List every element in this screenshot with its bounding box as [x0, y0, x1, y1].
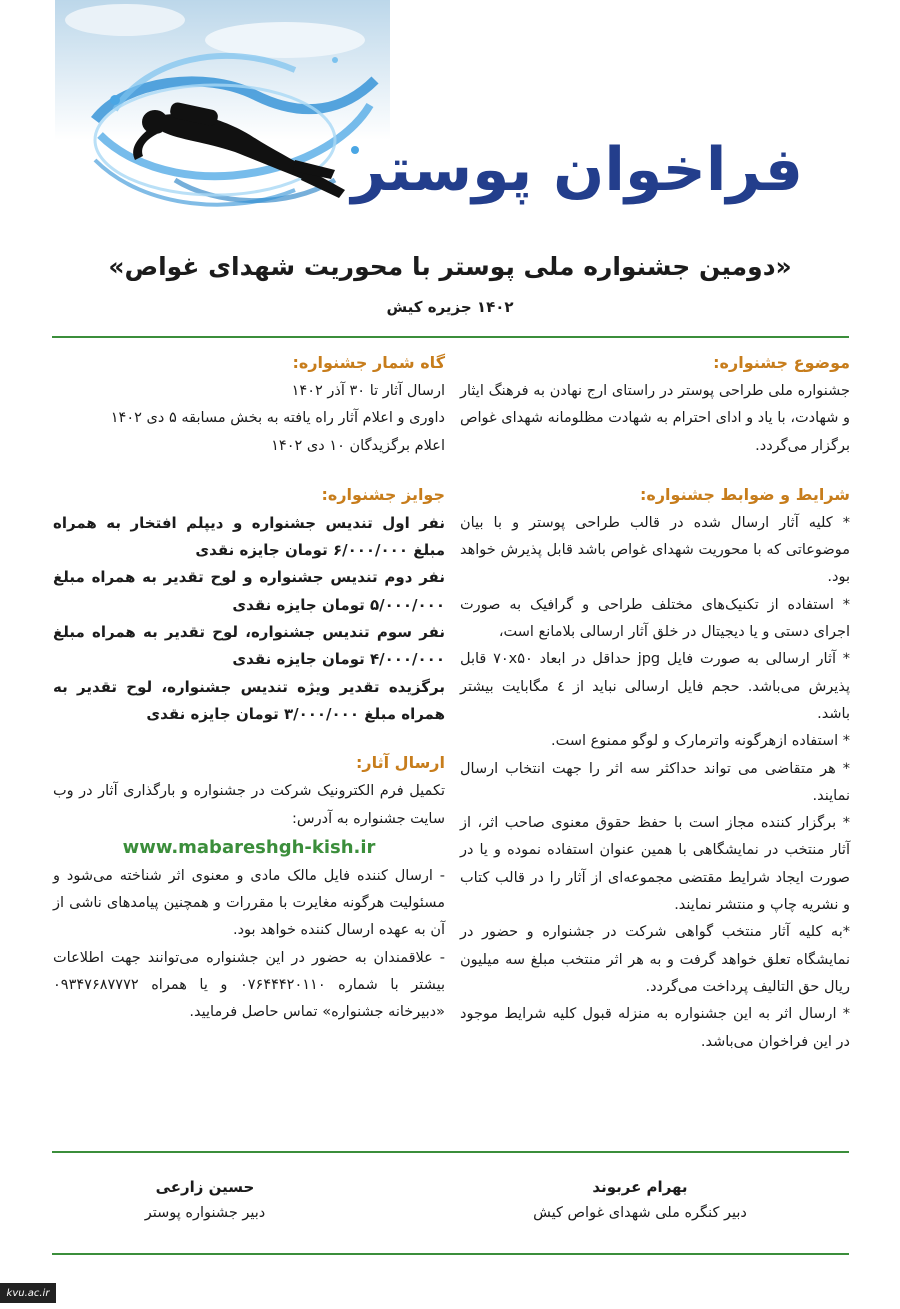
prize-item: نفر اول تندیس جشنواره و دیپلم افتخار به همراه مبلغ ۶/۰۰۰/۰۰۰ تومان جایزه نقدی	[53, 513, 445, 560]
submission-item: - ارسال کننده فایل مالک مادی و معنوی اثر شناخته می‌شود و مسئولیت هرگونه مغایرت با مقررات و همچنین پیامدهای ناشی از آن به عهده ارسال کننده خواهد بود.	[53, 867, 445, 939]
schedule-item: اعلام برگزیدگان ۱۰ دی ۱۴۰۲	[271, 437, 445, 454]
prize-item: نفر سوم تندیس جشنواره، لوح تقدیر به همراه مبلغ ۴/۰۰۰/۰۰۰ تومان جایزه نقدی	[53, 623, 445, 669]
signature-block	[490, 1174, 790, 1226]
rule-item: * ارسال اثر به این جشنواره به منزله قبول کلیه شرایط موجود در این فراخوان می‌باشد.	[460, 1006, 850, 1050]
signer-role: دبیر جشنواره پوستر	[144, 1205, 266, 1221]
rule-item: * استفاده از تکنیک‌های مختلف طراحی و گرافیک به صورت اجرای دستی و یا دیجیتال در خلق آثار ارسالی بلامانع است،	[460, 596, 850, 641]
subject-text: جشنواره ملی طراحی پوستر در راستای ارج نهادن به فرهنگ ایثار و شهادت، با یاد و ادای احترام به شهادت مظلومانه شهدای غواص برگزار می‌گردد.	[460, 383, 850, 454]
signature-block	[55, 1174, 355, 1226]
signer-name: حسین زارعی	[155, 1178, 255, 1196]
rule-item: * استفاده ازهرگونه واترمارک و لوگو ممنوع است.	[551, 733, 850, 750]
prizes-heading: جوایز جشنواره:	[321, 484, 445, 504]
poster-title: فراخوان پوستر	[351, 135, 803, 205]
middle-divider	[52, 1151, 849, 1153]
right-column	[460, 348, 850, 1056]
festival-subtitle: «دومین جشنواره ملی پوستر با محوریت شهدای غواص»	[108, 252, 792, 281]
signer-name: بهرام عربوند	[592, 1178, 688, 1196]
schedule-item: ارسال آثار تا ۳۰ آذر ۱۴۰۲	[291, 383, 445, 399]
website-link[interactable]: www.mabareshgh-kish.ir	[122, 836, 376, 858]
submission-heading: ارسال آثار:	[356, 753, 445, 773]
schedule-heading: گاه شمار جشنواره:	[292, 353, 445, 372]
submission-item: - علاقمندان به حضور در این جشنواره می‌توانند جهت اطلاعات بیشتر با شماره ۰۷۶۴۴۴۲۰۱۱۰ و یا همراه ۰۹۳۴۷۶۸۷۷۷۲ «دبیرخانه جشنواره» تماس حاصل فرمایید.	[53, 949, 445, 1021]
schedule-item: داوری و اعلام آثار راه یافته به بخش مسابقه ۵ دی ۱۴۰۲	[110, 410, 445, 427]
rules-heading: شرایط و ضوابط جشنواره:	[640, 484, 850, 504]
rule-item: * کلیه آثار ارسال شده در قالب طراحی پوستر و با بیان موضوعاتی که با محوریت شهدای غواص باشد قابل پذیرش خواهد بود.	[460, 514, 850, 586]
subject-heading: موضوع جشنواره:	[713, 353, 850, 372]
left-column	[53, 348, 445, 1027]
prize-item: برگزیده تقدیر ویژه تندیس جشنواره، لوح تقدیر به همراه مبلغ ۳/۰۰۰/۰۰۰ تومان جایزه نقدی	[53, 677, 445, 723]
date-place: ۱۴۰۲ جزیره کیش	[386, 298, 514, 316]
rule-item: * آثار ارسالی به صورت فایل jpg حداقل در ابعاد ۷۰x۵۰ قابل پذیرش می‌باشد. حجم فایل ارسالی نباید از ٤ مگابایت بیشتر باشد.	[460, 651, 850, 722]
diver-splash-icon	[55, 0, 390, 225]
bottom-divider	[52, 1253, 849, 1255]
rule-item: *به کلیه آثار منتخب گواهی شرکت در جشنواره و حضور در نمایشگاه تعلق خواهد گرفت و به هر اثر منتخب مبلغ سه میلیون ریال حق التالیف پرداخت می‌گردد.	[460, 924, 850, 995]
site-badge[interactable]: kvu.ac.ir	[0, 1283, 56, 1303]
top-divider	[52, 336, 849, 338]
prize-item: نفر دوم تندیس جشنواره و لوح تقدیر به همراه مبلغ ۵/۰۰۰/۰۰۰ تومان جایزه نقدی	[53, 568, 445, 614]
rule-item: * برگزار کننده مجاز است با حفظ حقوق معنوی صاحب اثر، از آثار منتخب در نمایشگاهی با همین عنوان استفاده نموده و یا در صورت ایجاد شرایط مقتضی مجموعه‌ای از آثار را در قالب کتاب و نشریه چاپ و منتشر نمایند.	[460, 815, 850, 914]
submission-intro: تکمیل فرم الکترونیک شرکت در جشنواره و بارگذاری آثار در وب سایت جشنواره به آدرس:	[53, 783, 445, 827]
signer-role: دبیر کنگره ملی شهدای غواص کیش	[533, 1205, 747, 1221]
rule-item: * هر متقاضی می تواند حداکثر سه اثر را جهت انتخاب ارسال نمایند.	[460, 760, 850, 804]
